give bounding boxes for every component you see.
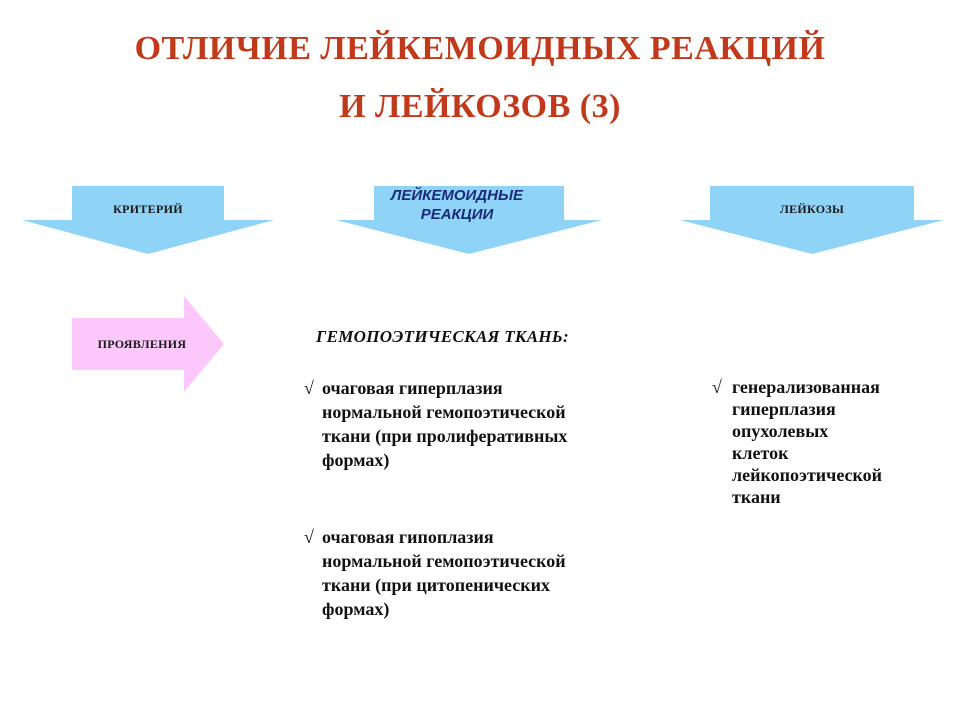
leukemoid-item-hypoplasia [304,525,664,621]
leukemoid-item-hyperplasia [304,376,664,472]
list-item-line: нормальной гемопоэтической [322,402,566,422]
list-item-line: опухолевых [732,421,829,441]
leukosis-item-generalized-hyperplasia [712,376,952,508]
list-item-line: формах) [322,450,390,470]
list-item-line: гиперплазия [732,399,836,419]
list-item-line: генерализованная [732,377,880,397]
list-item-line: очаговая гипоплазия [322,527,494,547]
check-icon: √ [712,377,722,397]
criterion-header-label: КРИТЕРИЙ [113,202,183,216]
criterion-header-arrow [22,186,274,254]
leukoses-header-arrow [680,186,944,254]
hematopoietic-tissue-heading: ГЕМОПОЭТИЧЕСКАЯ ТКАНЬ: [316,327,569,346]
slide-title-line1: ОТЛИЧИЕ ЛЕЙКЕМОИДНЫХ РЕАКЦИЙ [134,30,826,67]
list-item-line: нормальной гемопоэтической [322,551,566,571]
list-item-line: клеток [732,443,789,463]
slide-title-line2: И ЛЕЙКОЗОВ (3) [339,88,621,125]
leukemoid-header-line2: РЕАКЦИИ [420,206,494,223]
list-item-line: лейкопоэтической [732,465,883,485]
leukemoid-header-line1: ЛЕЙКЕМОИДНЫЕ [391,187,523,204]
leukemoid-header-arrow [336,186,602,254]
manifestations-row-label: ПРОЯВЛЕНИЯ [97,337,187,351]
leukoses-header-label: ЛЕЙКОЗЫ [779,202,845,216]
list-item-line: очаговая гиперплазия [322,378,503,398]
list-item-line: ткани (при пролиферативных [322,426,568,446]
check-icon: √ [304,378,314,398]
leukemoid-header-label [324,186,590,224]
list-item-line: ткани (при цитопенических [322,575,550,595]
list-item-line: ткани [732,487,781,507]
manifestations-row-arrow [72,296,224,392]
list-item-line: формах) [322,599,390,619]
check-icon: √ [304,527,314,547]
